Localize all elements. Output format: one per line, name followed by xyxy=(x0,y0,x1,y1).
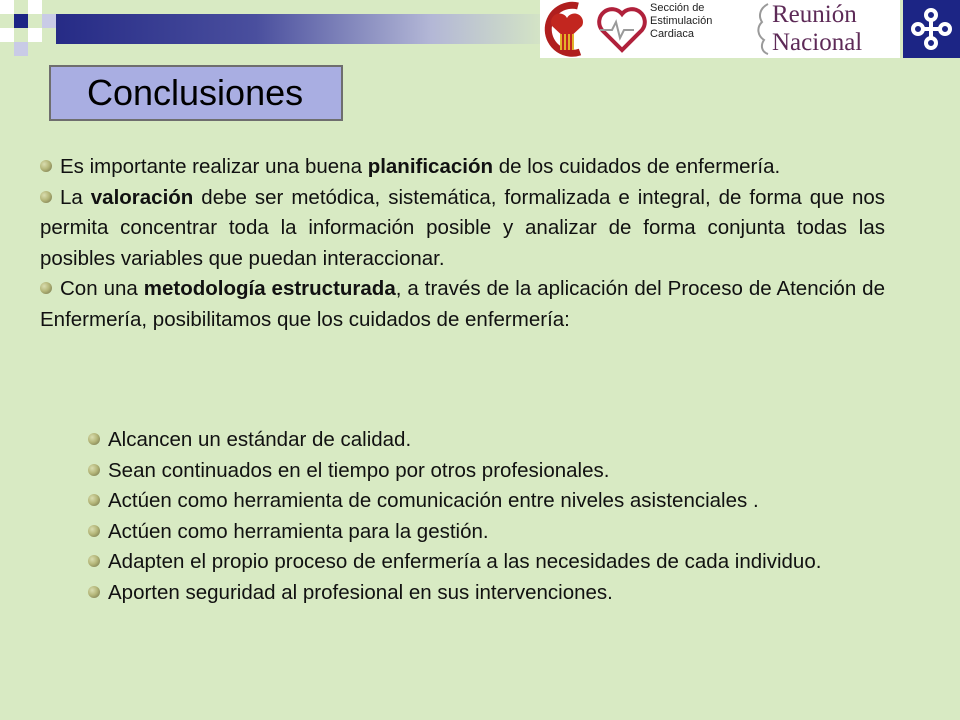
decor-gradient-bar xyxy=(56,14,556,44)
conclusions-body xyxy=(40,152,885,335)
decor-square xyxy=(14,42,28,56)
paragraph-text: Es importante realizar una buena xyxy=(60,155,368,178)
medical-cross-icon xyxy=(903,0,960,58)
list-item xyxy=(88,456,888,487)
list-item-text: Actúen como herramienta de comunicación entre niveles asistenciales . xyxy=(108,489,759,512)
bullet-icon xyxy=(40,160,52,172)
bullet-icon xyxy=(88,433,100,445)
paragraph-metodologia xyxy=(40,274,885,335)
list-item-text: Adapten el propio proceso de enfermería a las necesidades de cada individuo. xyxy=(108,550,822,573)
reunion-title: Reunión xyxy=(772,1,857,28)
bullet-icon xyxy=(88,525,100,537)
paragraph-text: Con una xyxy=(60,277,144,300)
decor-square xyxy=(14,14,28,28)
bullet-icon xyxy=(88,494,100,506)
bullet-icon xyxy=(40,282,52,294)
paragraph-keyword: valoración xyxy=(90,185,194,209)
bullet-icon xyxy=(88,555,100,567)
nacional-title: Nacional xyxy=(772,29,863,56)
decor-square xyxy=(42,14,56,28)
paragraph-text: debe ser metódica, sistemática, formalizada e integral, de forma que nos permita concentrar toda la información posible y analizar de forma conjunta todas las posibles variables que puedan interaccionar. xyxy=(40,185,885,270)
list-item-text: Sean continuados en el tiempo por otros profesionales. xyxy=(108,458,610,482)
seccion-line: Sección de xyxy=(650,2,705,14)
decor-square xyxy=(0,28,14,42)
list-item-text: Actúen como herramienta para la gestión. xyxy=(108,519,489,543)
list-item xyxy=(88,578,888,609)
paragraph-text: de los cuidados de enfermería. xyxy=(493,155,781,178)
seccion-line: Cardiaca xyxy=(650,28,695,40)
seccion-label xyxy=(650,2,740,41)
society-crest-logo xyxy=(540,0,594,58)
decor-square xyxy=(28,0,42,14)
list-item xyxy=(88,517,888,548)
paragraph-keyword: planificación xyxy=(367,155,493,178)
list-item-text: Aporten seguridad al profesional en sus intervenciones. xyxy=(108,580,613,604)
slide-title: Conclusiones xyxy=(49,65,343,121)
paragraph-planificacion xyxy=(40,152,885,183)
paragraph-text: , a través de la aplicación del Proceso de Atención de Enfermería, posibilitamos que los cuidados de enfermería: xyxy=(40,277,885,331)
bullet-icon xyxy=(40,191,52,203)
bullet-icon xyxy=(88,464,100,476)
paragraph-valoracion xyxy=(40,183,885,275)
outcomes-list xyxy=(88,425,888,608)
paragraph-text: La xyxy=(60,185,91,209)
list-item xyxy=(88,486,888,517)
seccion-line: Estimulación xyxy=(650,15,713,27)
list-item xyxy=(88,425,888,456)
list-item xyxy=(88,547,888,578)
decor-square xyxy=(28,28,42,42)
decor-square xyxy=(0,0,14,14)
header-band xyxy=(0,0,960,58)
list-item-text: Alcancen un estándar de calidad. xyxy=(108,428,412,451)
bullet-icon xyxy=(88,586,100,598)
paragraph-keyword: metodología estructurada xyxy=(143,277,396,300)
